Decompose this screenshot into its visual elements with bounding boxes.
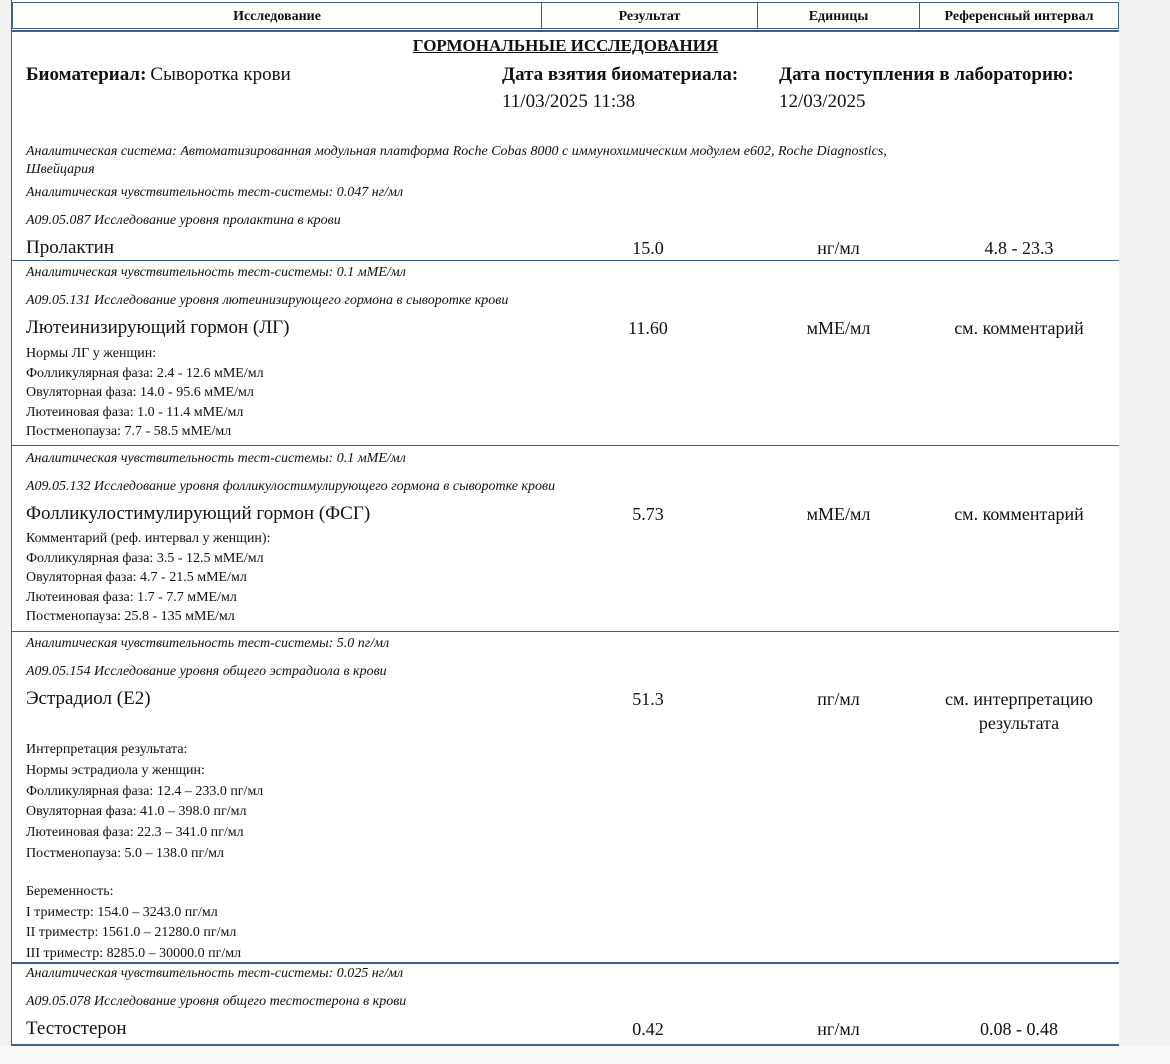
test-result: 0.42 xyxy=(632,1019,664,1039)
biomaterial-label: Биоматериал: xyxy=(26,64,147,85)
test-code: A09.05.132 Исследование уровня фолликулостимулирующего гормона в сыворотке крови xyxy=(26,479,556,494)
note-line: Овуляторная фаза: 14.0 - 95.6 мМЕ/мл xyxy=(26,385,254,400)
test-code: A09.05.087 Исследование уровня пролактина в крови xyxy=(26,213,341,228)
test-units: нг/мл xyxy=(817,238,860,258)
header-units: Единицы xyxy=(757,2,920,29)
page-margin-right xyxy=(1119,0,1170,1064)
test-notes xyxy=(26,344,264,442)
row-divider xyxy=(12,631,1119,632)
test-code: A09.05.131 Исследование уровня лютеинизирующего гормона в сыворотке крови xyxy=(26,293,509,308)
note-line: Постменопауза: 25.8 - 135 мМЕ/мл xyxy=(26,609,235,624)
test-units: пг/мл xyxy=(817,689,860,709)
note-line: Постменопауза: 5.0 – 138.0 пг/мл xyxy=(26,845,224,861)
note-line: Лютеиновая фаза: 22.3 – 341.0 пг/мл xyxy=(26,825,244,841)
row-divider xyxy=(12,445,1119,446)
test-reference-line2: результата xyxy=(978,713,1060,733)
test-name: Тестостерон xyxy=(26,1018,127,1039)
test-sensitivity: Аналитическая чувствительность тест-системы: 0.047 нг/мл xyxy=(26,185,404,200)
header-reference: Референсный интервал xyxy=(919,2,1119,29)
note-line: Фолликулярная фаза: 2.4 - 12.6 мМЕ/мл xyxy=(26,365,264,381)
test-sensitivity: Аналитическая чувствительность тест-системы: 0.1 мМЕ/мл xyxy=(26,451,406,466)
note-line: Фолликулярная фаза: 12.4 – 233.0 пг/мл xyxy=(26,783,264,799)
test-name: Эстрадиол (E2) xyxy=(26,688,151,709)
note-line: Нормы эстрадиола у женщин: xyxy=(26,762,205,778)
date-received-label: Дата поступления в лабораторию: xyxy=(779,64,1074,85)
note-line: Овуляторная фаза: 41.0 – 398.0 пг/мл xyxy=(26,804,247,820)
test-result: 11.60 xyxy=(628,318,668,338)
test-name: Фолликулостимулирующий гормон (ФСГ) xyxy=(26,503,371,524)
test-name: Пролактин xyxy=(26,237,115,258)
row-divider xyxy=(12,260,1119,261)
test-code: A09.05.078 Исследование уровня общего тестостерона в крови xyxy=(26,994,407,1009)
test-notes xyxy=(26,529,270,627)
test-units: нг/мл xyxy=(817,1019,860,1039)
test-result: 5.73 xyxy=(632,504,664,524)
page-margin-bottom xyxy=(0,1046,1170,1064)
note-line: Лютеиновая фаза: 1.7 - 7.7 мМЕ/мл xyxy=(26,589,237,605)
test-sensitivity: Аналитическая чувствительность тест-системы: 0.1 мМЕ/мл xyxy=(26,265,406,280)
test-name: Лютеинизирующий гормон (ЛГ) xyxy=(26,317,290,338)
test-code: A09.05.154 Исследование уровня общего эстрадиола в крови xyxy=(26,664,387,679)
note-line: Интерпретация результата: xyxy=(26,742,188,757)
note-line: II триместр: 1561.0 – 21280.0 пг/мл xyxy=(26,925,237,941)
note-line: Постменопауза: 7.7 - 58.5 мМЕ/мл xyxy=(26,424,232,439)
test-reference: см. комментарий xyxy=(954,318,1084,338)
header-divider xyxy=(12,30,1119,32)
note-line: I триместр: 154.0 – 3243.0 пг/мл xyxy=(26,904,218,920)
analytical-system-line2: Швейцария xyxy=(26,162,95,177)
biomaterial-info xyxy=(26,64,291,86)
test-result: 15.0 xyxy=(632,238,664,258)
test-sensitivity: Аналитическая чувствительность тест-системы: 0.025 нг/мл xyxy=(26,966,404,981)
table-header xyxy=(12,2,1119,30)
date-received-value: 12/03/2025 xyxy=(779,91,866,112)
row-divider xyxy=(12,962,1119,964)
test-reference: 0.08 - 0.48 xyxy=(980,1019,1058,1039)
test-units: мМЕ/мл xyxy=(806,318,871,338)
header-result: Результат xyxy=(541,2,758,29)
date-taken-label: Дата взятия биоматериала: xyxy=(502,64,739,85)
note-line: Лютеиновая фаза: 1.0 - 11.4 мМЕ/мл xyxy=(26,404,244,420)
analytical-system-line1: Аналитическая система: Автоматизированная модульная платформа Roche Cobas 8000 с иммунохимическим модулем e602, Roche Diagnostics, xyxy=(26,144,887,159)
date-taken-value: 11/03/2025 11:38 xyxy=(502,91,636,112)
section-title: ГОРМОНАЛЬНЫЕ ИССЛЕДОВАНИЯ xyxy=(412,36,719,55)
test-reference: 4.8 - 23.3 xyxy=(984,238,1054,258)
note-line: Нормы ЛГ у женщин: xyxy=(26,346,157,361)
note-line: III триместр: 8285.0 – 30000.0 пг/мл xyxy=(26,946,242,962)
test-notes xyxy=(26,740,263,965)
test-units: мМЕ/мл xyxy=(806,504,871,524)
test-reference-line1: см. интерпретацию xyxy=(945,689,1093,709)
lab-report-sheet xyxy=(11,0,1120,1044)
note-line xyxy=(26,865,263,882)
test-sensitivity: Аналитическая чувствительность тест-системы: 5.0 пг/мл xyxy=(26,636,390,651)
note-line: Комментарий (реф. интервал у женщин): xyxy=(26,531,271,546)
note-line: Фолликулярная фаза: 3.5 - 12.5 мМЕ/мл xyxy=(26,550,264,566)
header-study: Исследование xyxy=(12,2,542,29)
test-reference: см. комментарий xyxy=(954,504,1084,524)
test-result: 51.3 xyxy=(632,689,664,709)
biomaterial-value: Сыворотка крови xyxy=(150,64,291,85)
note-line: Овуляторная фаза: 4.7 - 21.5 мМЕ/мл xyxy=(26,570,247,585)
note-line: Беременность: xyxy=(26,883,114,899)
